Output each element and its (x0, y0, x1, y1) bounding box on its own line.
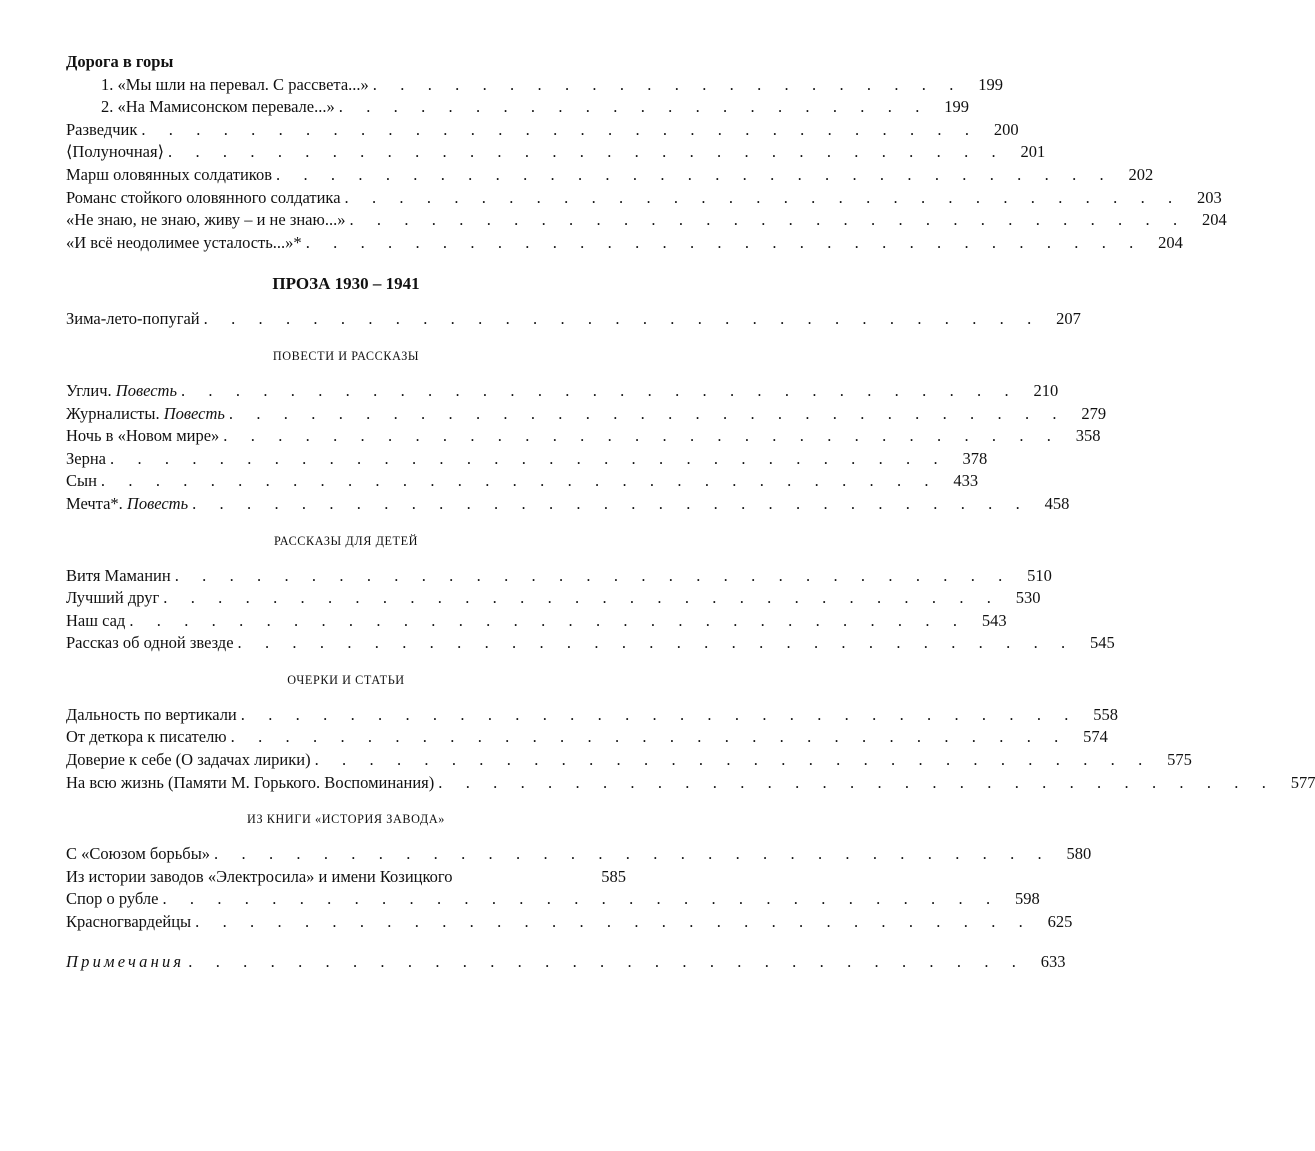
leader-dots: . . . . . . . . . . . . . . . . . . . . . . . . . . . . . . . (240, 704, 1078, 724)
section-heading-prose: ПРОЗА 1930 – 1941 (272, 274, 420, 294)
leader-dots: . . . . . . . . . . . . . . . . . . . . . . . . . . . . . . . (228, 403, 1067, 423)
section-heading-essays: ОЧЕРКИ И СТАТЬИ (287, 672, 405, 687)
toc-row (66, 97, 969, 120)
toc-row (66, 772, 1315, 796)
toc-page-number: 585 (601, 866, 626, 886)
toc-entry-title: От деткора к писателю (66, 727, 227, 747)
toc-row (66, 119, 1019, 143)
toc-entry-title: ⟨Полуночная⟩ (66, 142, 165, 162)
leader-dots: . . . . . . . . . . . . . . . . . . . . . . . . . . . . . . . (188, 951, 1026, 971)
toc-row (66, 210, 1227, 233)
toc-row (66, 493, 1070, 517)
toc-page-number: 204 (1201, 210, 1227, 230)
table-of-contents (66, 52, 1315, 974)
toc-page-number: 279 (1081, 403, 1107, 423)
toc-row (66, 471, 979, 494)
toc-entry-title: Доверие к себе (О задачах лирики) (66, 750, 311, 770)
toc-row (66, 750, 1192, 773)
toc-page-number: 633 (1040, 951, 1066, 971)
toc-entry-title: Дальность по вертикали (66, 704, 237, 724)
toc-page-number: 202 (1128, 164, 1154, 184)
leader-dots: . . . . . . . . . . . . . . . . . . . . . . . . . . . . . . . (100, 471, 939, 491)
leader-dots: . . . . . . . . . . . . . . . . . . . . . . . . . . . . . . . (174, 565, 1012, 585)
toc-entry-title: С «Союзом борьбы» (66, 844, 211, 864)
toc-row (66, 232, 1183, 256)
toc-row (66, 912, 1073, 935)
toc-page-number: 510 (1027, 565, 1052, 585)
toc-row (66, 74, 1003, 98)
toc-row (66, 565, 1052, 589)
entry-genre: Повесть (163, 403, 225, 423)
toc-page-number: 207 (1056, 309, 1081, 329)
toc-page-number: 545 (1090, 633, 1115, 653)
leader-dots: . . . . . . . . . . . . . . . . . . . . . . . . . . . . . . . (129, 610, 967, 630)
leader-dots: . . . . . . . . . . . . . . . . . . . . . . . . . . . . . . . (168, 142, 1006, 162)
leader-dots: . . . . . . . . . . . . . . . . . . . . . . . . . . . . . . . (195, 912, 1033, 932)
toc-entry-title: Наш сад (66, 610, 126, 630)
toc-page-number: 458 (1044, 493, 1070, 513)
leader-dots: . . . . . . . . . . . . . . . . . . . . . . . . . . . . . . . (203, 309, 1041, 329)
leader-dots: . . . . . . . . . . . . . . . . . . . . . . (338, 97, 929, 117)
toc-page-number: 200 (993, 119, 1019, 139)
entry-genre: Повесть (126, 493, 189, 513)
toc-row (66, 380, 1059, 404)
entry-title-text: Мечта*. (66, 493, 123, 513)
toc-page-number: 210 (1033, 380, 1059, 400)
toc-row (66, 610, 1007, 634)
leader-dots: . . . . . . . . . . . . . . . . . . . . . . . . . . . . . . . (192, 493, 1030, 513)
toc-entry-title: Сын (66, 471, 97, 491)
toc-row (66, 588, 1041, 611)
toc-page-number: 378 (962, 448, 988, 468)
leader-dots: . . . . . . . . . . . . . . . . . . . . . . . . . . . . . . . (305, 232, 1143, 252)
toc-row (66, 142, 1046, 165)
toc-row (66, 448, 988, 472)
toc-row (66, 187, 1222, 211)
toc-page-number: 199 (944, 97, 969, 117)
toc-entry-title: Из истории заводов «Электросила» и имени Козицкого (66, 866, 453, 886)
leader-dots: . . . . . . . . . . . . . . . . . . . . . . . . . . . . . . . (349, 210, 1187, 230)
toc-entry-title: «И всё неодолимее усталость...»* (66, 232, 302, 252)
toc-entry-title: Лучший друг (66, 588, 160, 608)
leader-dots: . . . . . . . . . . . . . . . . . . . . . . . . . . . . . . . (344, 187, 1182, 207)
toc-page-number: 433 (953, 471, 979, 491)
section-heading-stories: ПОВЕСТИ И РАССКАЗЫ (272, 348, 420, 363)
toc-entry-title: Витя Маманин (66, 565, 171, 585)
toc-page-number: 598 (1014, 889, 1040, 909)
toc-entry-title: Зима-лето-попугай (66, 309, 200, 329)
toc-entry-title (66, 381, 177, 401)
toc-row (66, 403, 1107, 427)
toc-row (66, 844, 1092, 867)
toc-page-number: 530 (1015, 588, 1041, 608)
toc-entry-title (66, 494, 188, 514)
leader-dots: . . . . . . . . . . . . . . . . . . . . . . . . . . . . . . . (438, 772, 1276, 792)
toc-page-number: 580 (1066, 844, 1092, 864)
toc-page-number: 543 (981, 610, 1007, 630)
leader-dots: . . . . . . . . . . . . . . . . . . . . . . . . . . . . . . . (223, 426, 1061, 446)
toc-entry-title: «Не знаю, не знаю, живу – и не знаю...» (66, 210, 346, 230)
toc-entry-title (66, 404, 225, 424)
toc-page-number: 201 (1020, 142, 1046, 162)
entry-genre: Повесть (115, 380, 177, 400)
toc-page-number: 558 (1093, 704, 1118, 724)
toc-entry-title: Марш оловянных солдатиков (66, 164, 273, 184)
toc-page-number: 199 (978, 74, 1003, 94)
toc-row-notes (66, 951, 1066, 975)
section-heading-children: РАССКАЗЫ ДЛЯ ДЕТЕЙ (273, 533, 419, 548)
leader-dots: . . . . . . . . . . . . . . . . . . . . . . . . . . . . . . . (214, 844, 1052, 864)
toc-row (66, 164, 1154, 188)
toc-entry-title: Зерна (66, 448, 106, 468)
toc-row (66, 426, 1101, 449)
toc-page-number: 577 (1290, 772, 1315, 792)
toc-entry-title: Разведчик (66, 119, 138, 139)
toc-entry-title: Ночь в «Новом мире» (66, 426, 220, 446)
leader-dots: . . . . . . . . . . . . . . . . . . . . . . . . . . . . . . . (180, 380, 1019, 400)
leader-dots: . . . . . . . . . . . . . . . . . . . . . . . . . . . . . . . (163, 588, 1001, 608)
toc-entry-title: Примечания (66, 951, 185, 971)
toc-entry-title: Красногвардейцы (66, 912, 192, 932)
toc-entry-title: Романс стойкого оловянного солдатика (66, 187, 341, 207)
toc-row (66, 867, 626, 890)
leader-dots: . . . . . . . . . . . . . . . . . . . . . . . . . . . . . . . (162, 889, 1000, 909)
leader-dots: . . . . . . . . . . . . . . . . . . . . . . . . . . . . . . . (230, 727, 1068, 747)
leader-dots: . . . . . . . . . . . . . . . . . . . . . . (372, 74, 963, 94)
toc-entry-title: На всю жизнь (Памяти М. Горького. Воспоминания) (66, 772, 435, 792)
toc-group-title (66, 52, 626, 75)
leader-dots: . . . . . . . . . . . . . . . . . . . . . . . . . . . . . . . (110, 448, 948, 468)
section-heading-factory: ИЗ КНИГИ «ИСТОРИЯ ЗАВОДА» (247, 812, 445, 827)
toc-page-number: 574 (1083, 727, 1108, 747)
toc-page-number: 625 (1047, 912, 1073, 932)
leader-dots: . . . . . . . . . . . . . . . . . . . . . . . . . . . . . . . (276, 164, 1114, 184)
toc-row (66, 633, 1115, 656)
toc-page-number: 203 (1197, 187, 1222, 207)
toc-entry-title: 2. «На Мамисонском перевале...» (101, 97, 335, 117)
toc-page-number: 204 (1158, 232, 1183, 252)
toc-page-number: 575 (1167, 750, 1192, 770)
leader-dots: . . . . . . . . . . . . . . . . . . . . . . . . . . . . . . . (314, 750, 1152, 770)
toc-entry-title: 1. «Мы шли на перевал. С рассвета...» (101, 74, 369, 94)
toc-row (66, 727, 1108, 750)
toc-row (66, 704, 1118, 728)
entry-title-text: Журналисты. (66, 403, 160, 423)
leader-dots: . . . . . . . . . . . . . . . . . . . . . . . . . . . . . . . (141, 119, 979, 139)
toc-row (66, 309, 1081, 332)
entry-title-text: Углич. (66, 380, 112, 400)
leader-dots: . . . . . . . . . . . . . . . . . . . . . . . . . . . . . . . (237, 633, 1075, 653)
toc-row (66, 889, 1040, 912)
toc-entry-title: Спор о рубле (66, 889, 159, 909)
group-title: Дорога в горы (66, 52, 174, 71)
toc-entry-title: Рассказ об одной звезде (66, 633, 234, 653)
toc-page-number: 358 (1075, 426, 1101, 446)
